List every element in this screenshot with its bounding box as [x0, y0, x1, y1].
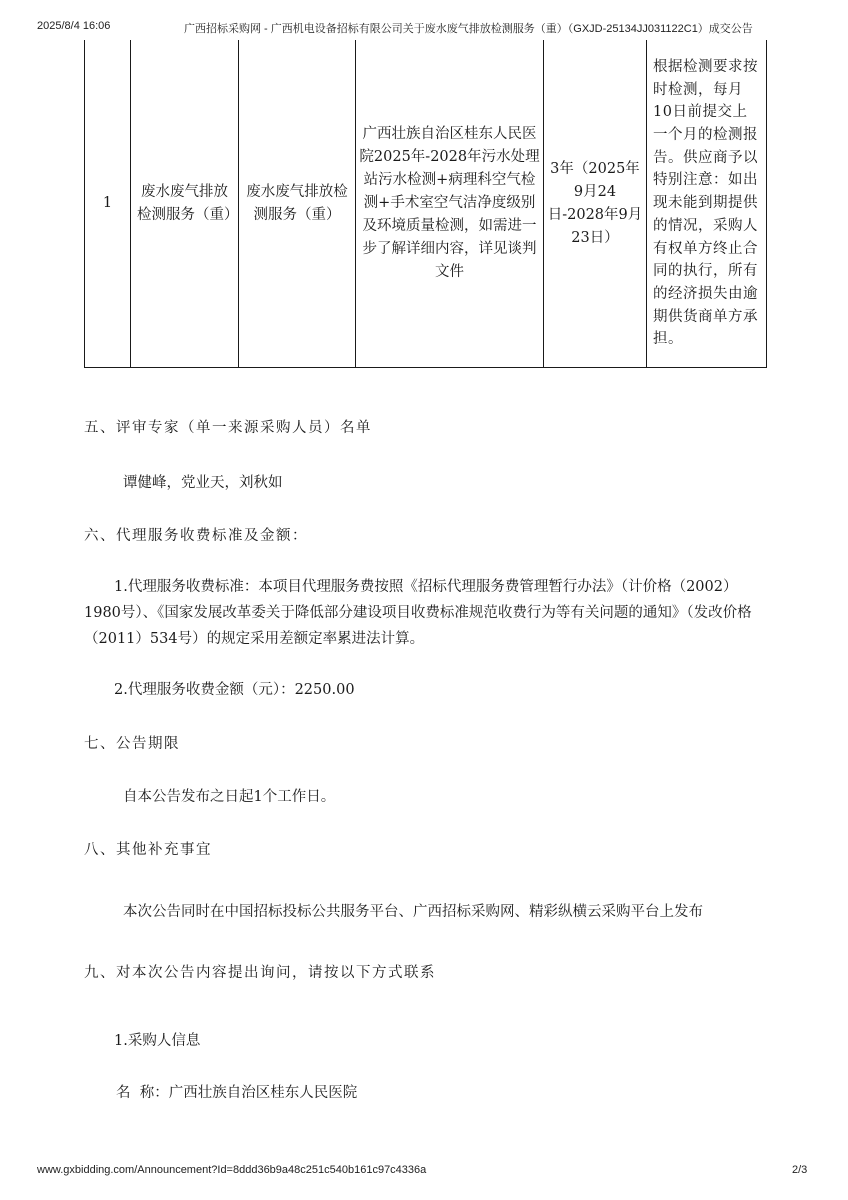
section-8-heading: 八、其他补充事宜 [84, 842, 212, 858]
purchaser-name: 名 称：广西壮族自治区桂东人民医院 [116, 1085, 358, 1101]
page-url: www.gxbidding.com/Announcement?Id=8ddd36b9a48c251c540b161c97c4336a [37, 1164, 427, 1176]
page-title: 广西招标采购网 - 广西机电设备招标有限公司关于废水废气排放检测服务（重）（GXJD-25134JJ031122C1）成交公告 [184, 23, 753, 35]
service-name-cell: 废水废气排放检测服务（重） [239, 40, 356, 368]
row-index: 1 [85, 40, 131, 368]
fee-standard-paragraph: 1.代理服务收费标准：本项目代理服务费按照《招标代理服务费管理暂行办法》（计价格（2002）1980号）、《国家发展改革委关于降低部分建设项目收费标准规范收费行为等有关问题的通知》（发改价格（2011）534号）的规定采用差额定率累进法计算。 [84, 579, 752, 647]
result-table [84, 40, 767, 368]
print-datetime: 2025/8/4 16:06 [37, 20, 111, 32]
section-5-heading: 五、评审专家（单一来源采购人员）名单 [84, 420, 372, 436]
remark-cell: 根据检测要求按时检测，每月10日前提交上一个月的检测报告。供应商予以特别注意：如出现未能到期提供的情况，采购人有权单方终止合同的执行，所有的经济损失由逾期供货商单方承担。 [647, 40, 767, 368]
section-7-heading: 七、公告期限 [84, 736, 180, 752]
service-period-cell: 3年（2025年9月24日-2028年9月23日） [544, 40, 647, 368]
purchaser-info-title: 1.采购人信息 [114, 1033, 201, 1049]
page-header [0, 20, 848, 36]
publishing-platforms: 本次公告同时在中国招标投标公共服务平台、广西招标采购网、精彩纵横云采购平台上发布 [123, 904, 703, 920]
announcement-period: 自本公告发布之日起1个工作日。 [123, 789, 336, 805]
page-number: 2/3 [792, 1164, 808, 1176]
section-9-heading: 九、对本次公告内容提出询问，请按以下方式联系 [84, 965, 436, 981]
fee-amount: 2.代理服务收费金额（元）：2250.00 [114, 682, 355, 698]
item-name-cell: 废水废气排放检测服务（重） [131, 40, 239, 368]
page-footer [0, 1164, 848, 1180]
description-cell: 广西壮族自治区桂东人民医院2025年-2028年污水处理站污水检测+病理科空气检测+手术室空气洁净度级别及环境质量检测，如需进一步了解详细内容，详见谈判文件 [356, 40, 544, 368]
table-row [85, 40, 767, 368]
section-6-heading: 六、代理服务收费标准及金额： [84, 528, 308, 544]
expert-names: 谭健峰，党业天，刘秋如 [123, 475, 283, 491]
